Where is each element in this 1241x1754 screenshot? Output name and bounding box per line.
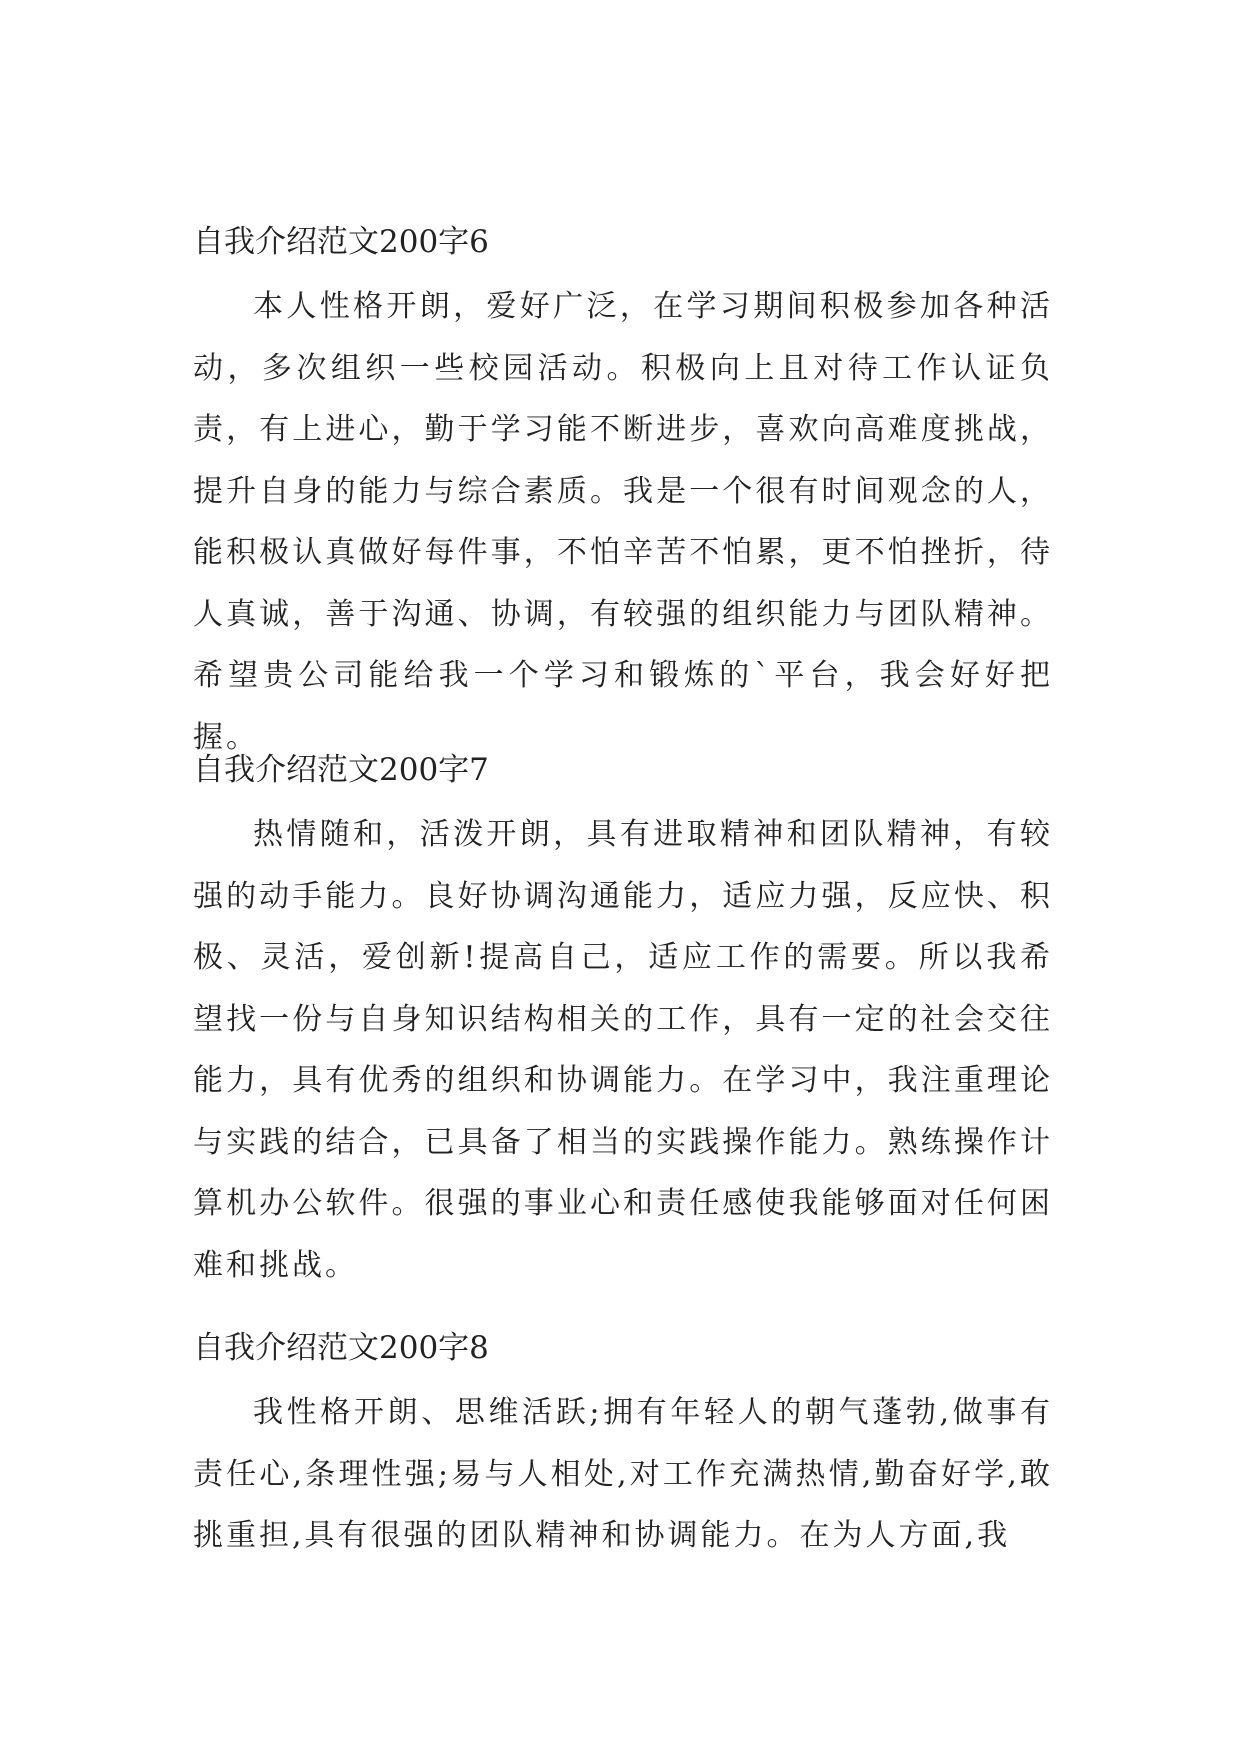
- section-intro-6: [193, 222, 1053, 768]
- section-paragraph: 热情随和，活泼开朗，具有进取精神和团队精神，有较强的动手能力。良好协调沟通能力，适应力强，反应快、积极、灵活，爱创新!提高自己，适应工作的需要。所以我希望找一份与自身知识结构相关的工作，具有一定的社会交往能力，具有优秀的组织和协调能力。在学习中，我注重理论与实践的结合，已具备了相当的实践操作能力。熟练操作计算机办公软件。很强的事业心和责任感使我能够面对任何困难和挑战。: [193, 817, 1053, 1283]
- section-heading: 自我介绍范文200字6: [193, 224, 489, 260]
- section-heading: 自我介绍范文200字8: [193, 1330, 489, 1366]
- section-intro-8: [193, 1328, 1053, 1567]
- section-paragraph: 我性格开朗、思维活跃;拥有年轻人的朝气蓬勃,做事有责任心,条理性强;易与人相处,对工作充满热情,勤奋好学,敢挑重担,具有很强的团队精神和协调能力。在为人方面,我: [193, 1395, 1053, 1553]
- section-paragraph: 本人性格开朗，爱好广泛，在学习期间积极参加各种活动，多次组织一些校园活动。积极向上且对待工作认证负责，有上进心，勤于学习能不断进步，喜欢向高难度挑战，提升自身的能力与综合素质。我是一个很有时间观念的人，能积极认真做好每件事，不怕辛苦不怕累，更不怕挫折，待人真诚，善于沟通、协调，有较强的组织能力与团队精神。希望贵公司能给我一个学习和锻炼的`平台，我会好好把握。: [193, 289, 1053, 755]
- section-heading: 自我介绍范文200字7: [193, 752, 489, 788]
- section-intro-7: [193, 750, 1053, 1296]
